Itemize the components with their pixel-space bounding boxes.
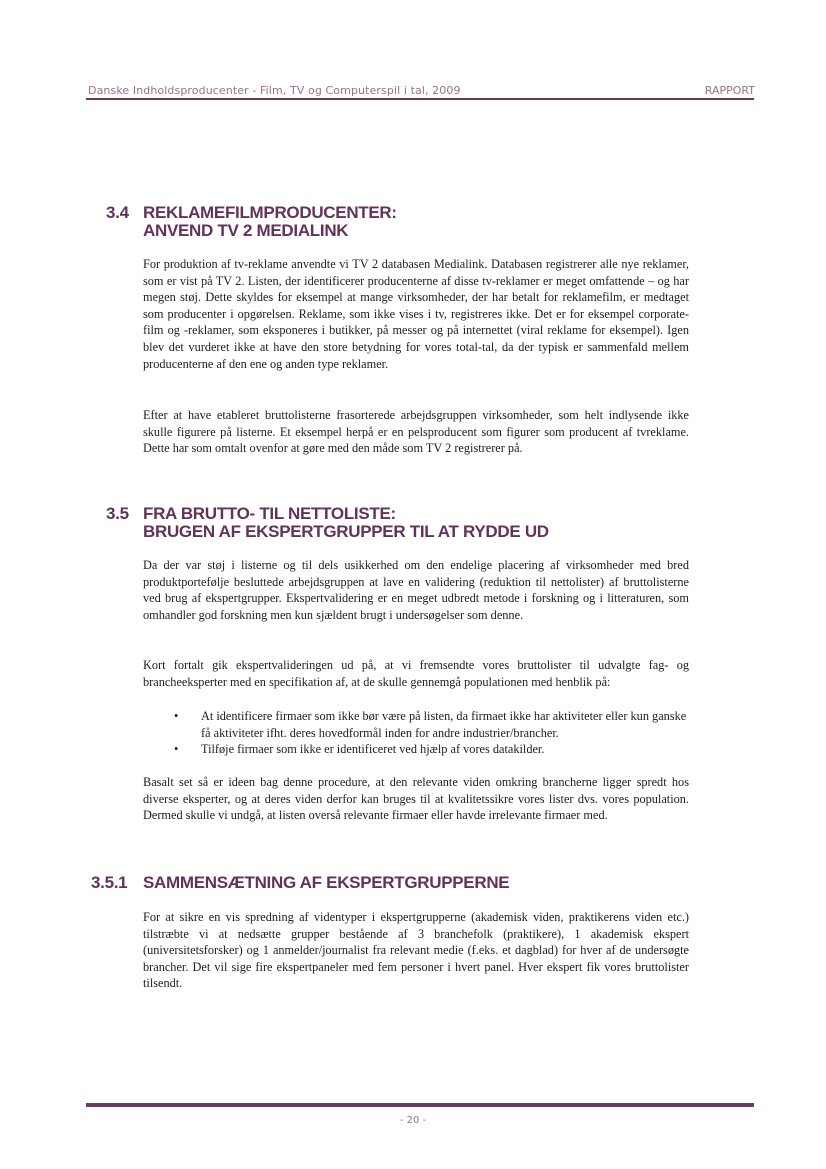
section-number-3-4: 3.4 <box>106 203 129 222</box>
list-item-text: At identificere firmaer som ikke bør være på listen, da firmaet ikke har aktiviteter eller kun ganske få aktiviteter ifht. deres hovedformål inden for andre industrier/brancher. <box>201 709 687 740</box>
section-title-3-4-line2: ANVEND TV 2 MEDIALINK <box>143 221 349 240</box>
list-item <box>174 708 690 741</box>
running-header-label: RAPPORT <box>704 84 755 97</box>
section-title-3-5-line1: FRA BRUTTO- TIL NETTOLISTE: <box>143 504 396 523</box>
section-title-3-5-1: SAMMENSÆTNING AF EKSPERTGRUPPERNE <box>143 873 510 892</box>
section-3-5-paragraph-3: Basalt set så er ideen bag denne procedure, at den relevante viden omkring brancherne ligger spredt hos diverse eksperter, og at deres viden derfor kan bruges til at kvalitetssikre vores lister dvs. vores population. Dermed skulle vi undgå, at listen overså relevante firmaer eller havde irrelevante firmaer med. <box>143 775 689 823</box>
section-title-3-4-line1: REKLAMEFILMPRODUCENTER: <box>143 203 397 222</box>
section-number-3-5-1: 3.5.1 <box>91 873 128 892</box>
bullet-icon: • <box>174 742 179 757</box>
header-divider <box>86 98 754 100</box>
criteria-list <box>174 708 690 758</box>
page-number: - 20 - <box>399 1115 427 1126</box>
section-title-3-5-line2: BRUGEN AF EKSPERTGRUPPER TIL AT RYDDE UD <box>143 522 549 541</box>
section-3-5-paragraph-1: Da der var støj i listerne og til dels usikkerhed om den endelige placering af virksomheder med bred produktportefølje besluttede arbejdsgruppen at lave en validering (reduktion til nettolister) af bruttolisterne ved brug af ekspertgrupper. Ekspertvalidering er en meget udbredt metode i forskning og i litteraturen, som omhandler god forskning men kun sjældent brugt i undersøgelser som denne. <box>143 558 689 622</box>
section-3-5-paragraph-2: Kort fortalt gik ekspertvalideringen ud på, at vi fremsendte vores bruttolister til udvalgte fag- og brancheeksperter med en specifikation af, at de skulle gennemgå populationen med henblik på: <box>143 658 689 689</box>
bullet-icon: • <box>174 709 179 723</box>
list-item <box>174 741 690 758</box>
footer-divider <box>86 1103 754 1107</box>
list-item-text: Tilføje firmaer som ikke er identificeret ved hjælp af vores datakilder. <box>201 742 545 757</box>
section-3-5-1-paragraph-1: For at sikre en vis spredning af videntyper i ekspertgrupperne (akademisk viden, praktikerens viden etc.) tilstræbte vi at nedsætte grupper bestående af 3 branchefolk (praktikere), 1 akademisk ekspert (universitetsforsker) og 1 anmelder/journalist fra relevant medie (f.eks. et dagblad) for hver af de undersøgte brancher. Det vil sige fire ekspertpaneler med fem personer i hvert panel. Hver ekspert fik vores bruttolister tilsendt. <box>143 910 689 991</box>
section-3-4-paragraph-1: For produktion af tv-reklame anvendte vi TV 2 databasen Medialink. Databasen registrerer alle nye reklamer, som er vist på TV 2. Listen, der identificerer producenterne af disse tv-reklamer er meget omfattende – og har megen støj. Dette skyldes for eksempel at mange virksomheder, der har betalt for reklamefilm, er medtaget som producenter i opgørelsen. Reklame, som ikke vises i tv, registreres ikke. Det er for eksempel corporate-film og -reklamer, som eksponeres i butikker, på messer og på internettet (viral reklame for eksempel). Igen blev det vurderet ikke at have den store betydning for vores total-tal, da der typisk er sammenfald mellem producenterne af den ene og anden type reklamer. <box>143 257 689 371</box>
running-header-title: Danske Indholdsproducenter - Film, TV og Computerspil i tal, 2009 <box>88 84 461 97</box>
section-3-4-paragraph-2: Efter at have etableret bruttolisterne frasorterede arbejdsgruppen virksomheder, som helt indlysende ikke skulle figurere på listerne. Et eksempel herpå er en pelsproducent som figurer som producent af tvreklame. Dette har som omtalt ovenfor at gøre med den måde som TV 2 registrerer på. <box>143 408 689 456</box>
section-number-3-5: 3.5 <box>106 504 129 523</box>
